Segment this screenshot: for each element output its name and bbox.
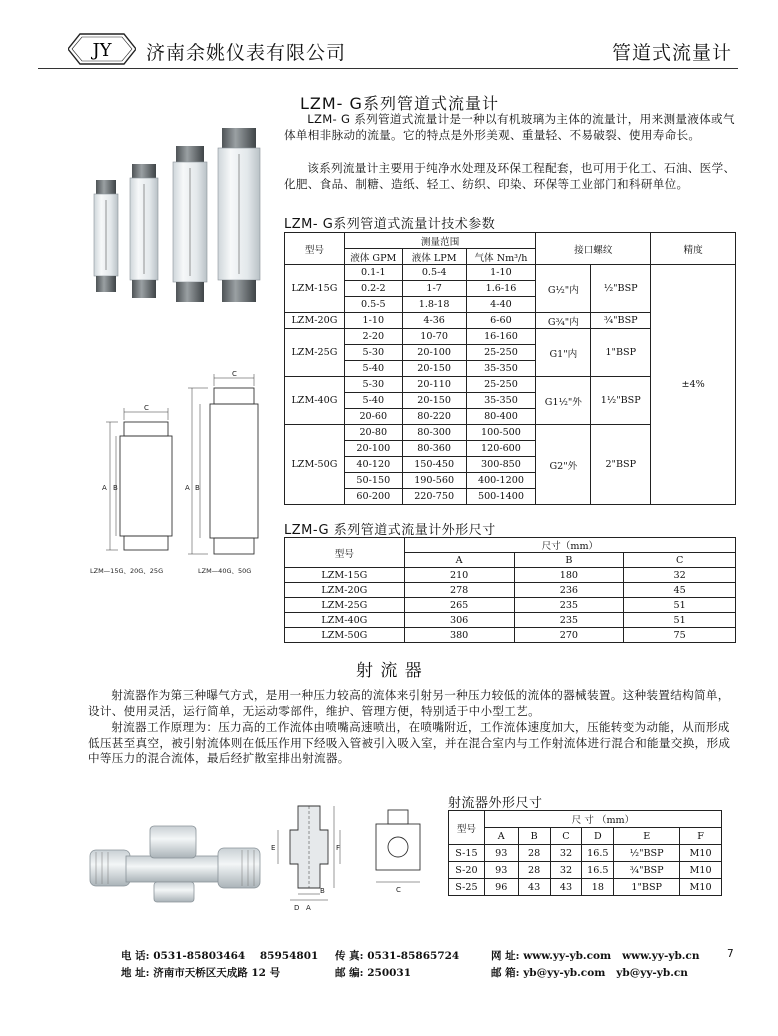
thread-cell: G2"外 [536,425,591,505]
dim-cell: LZM-15G [285,568,405,583]
col-f: F [680,828,722,845]
range-cell: 1-10 [466,265,536,281]
diagram-label-a-right: A [185,484,190,492]
range-cell: 1-10 [344,313,402,329]
range-cell: 80-400 [466,409,536,425]
ejector-dimension-table [448,810,722,896]
dim-cell: M10 [680,845,722,862]
dim-cell: LZM-40G [285,613,405,628]
range-cell: 1.8-18 [402,297,466,313]
range-cell: 25-250 [466,345,536,361]
range-cell: 220-750 [402,489,466,505]
thread-cell: G¾"内 [536,313,591,329]
bsp-cell: 2"BSP [591,425,651,505]
dim-cell: 16.5 [582,845,614,862]
col-thread: 接口螺纹 [536,233,651,265]
col-b: B [514,553,624,568]
ejector-table-title: 射流器外形尺寸 [448,796,543,811]
range-cell: 6-60 [466,313,536,329]
dim-cell: ¾"BSP [614,862,680,879]
range-cell: 1.6-16 [466,281,536,297]
diagram-caption-right: LZM—40G、50G [198,567,252,575]
range-cell: 150-450 [402,457,466,473]
footer-zip: 邮 编: 250031 [335,967,412,979]
tech-table-title: LZM- G系列管道式流量计技术参数 [284,217,496,232]
range-cell: 5-40 [344,361,402,377]
range-cell: 80-300 [402,425,466,441]
dim-cell: 235 [514,598,624,613]
col-size: 尺寸（mm） [404,538,735,553]
dim-cell: 32 [624,568,736,583]
ejector-photo [86,820,264,910]
dim-cell: 306 [404,613,514,628]
ejector-label-c: C [396,886,401,894]
range-cell: 5-40 [344,393,402,409]
dim-cell: LZM-25G [285,598,405,613]
dim-cell: 93 [484,845,518,862]
diagram-label-a-left: A [102,484,107,492]
bsp-cell: 1"BSP [591,329,651,377]
ejector-label-d: D [294,904,300,912]
range-cell: 5-30 [344,377,402,393]
table-row [285,628,736,643]
dim-cell: LZM-20G [285,583,405,598]
range-cell: 35-350 [466,361,536,377]
dim-cell: 32 [550,862,582,879]
col-b: B [518,828,550,845]
dim-cell: 270 [514,628,624,643]
range-cell: 1-7 [402,281,466,297]
flowmeter-dimension-diagram [88,366,284,586]
col-model: 型号 [285,233,345,265]
dim-cell: 278 [404,583,514,598]
dim-cell: 28 [518,845,550,862]
dim-cell: 43 [518,879,550,896]
thread-cell: G1"内 [536,329,591,377]
col-e: E [614,828,680,845]
tech-params-table [284,232,736,505]
ejector-label-e: E [271,844,276,852]
col-accuracy: 精度 [651,233,736,265]
table-row [285,613,736,628]
bsp-cell: ½"BSP [591,265,651,313]
range-cell: 60-200 [344,489,402,505]
range-cell: 40-120 [344,457,402,473]
dim-cell: 32 [550,845,582,862]
col-a: A [484,828,518,845]
diagram-caption-left: LZM—15G、20G、25G [90,567,164,575]
ejector-label-a: A [306,904,311,912]
dim-cell: 45 [624,583,736,598]
table-row [285,598,736,613]
bsp-cell: ¾"BSP [591,313,651,329]
diagram-label-c-right: C [232,370,237,378]
diagram-label-b-right: B [195,484,200,492]
range-cell: 500-1400 [466,489,536,505]
company-logo [68,32,136,66]
dim-cell: M10 [680,862,722,879]
col-c: C [624,553,736,568]
flowmeter-photo [90,124,270,306]
footer-web: 网 址: www.yy-yb.com www.yy-yb.cn [491,950,700,962]
model-cell: LZM-25G [285,329,345,377]
model-cell: LZM-50G [285,425,345,505]
col-d: D [582,828,614,845]
ejector-label-b: B [320,887,325,895]
thread-cell: G½"内 [536,265,591,313]
range-cell: 20-60 [344,409,402,425]
page-number: 7 [727,948,734,960]
dim-cell: LZM-50G [285,628,405,643]
range-cell: 0.1-1 [344,265,402,281]
dim-cell: 210 [404,568,514,583]
col-liquid-gpm: 液体 GPM [344,249,402,265]
col-model: 型号 [285,538,405,568]
dim-cell: 380 [404,628,514,643]
dim-cell: 51 [624,598,736,613]
diagram-label-b-left: B [113,484,118,492]
email-link-1[interactable]: yb@yy-yb.com [523,967,606,979]
range-cell: 20-150 [402,393,466,409]
range-cell: 0.5-4 [402,265,466,281]
range-cell: 0.5-5 [344,297,402,313]
col-gas: 气体 Nm³/h [466,249,536,265]
web-link-2[interactable]: www.yy-yb.cn [622,950,700,962]
dim-cell: 18 [582,879,614,896]
dim-cell: M10 [680,879,722,896]
range-cell: 80-220 [402,409,466,425]
table-row [449,845,722,862]
flowmeter-title: LZM- G系列管道式流量计 [300,94,499,113]
range-cell: 300-850 [466,457,536,473]
dim-cell: ½"BSP [614,845,680,862]
web-link-1[interactable]: www.yy-yb.com [523,950,612,962]
col-size: 尺 寸 （mm） [484,811,721,828]
dim-cell: S-20 [449,862,485,879]
range-cell: 4-40 [466,297,536,313]
range-cell: 20-110 [402,377,466,393]
table-row [285,583,736,598]
model-cell: LZM-15G [285,265,345,313]
range-cell: 20-100 [344,441,402,457]
table-row [449,879,722,896]
dim-cell: S-25 [449,879,485,896]
table-row [285,265,736,281]
email-link-2[interactable]: yb@yy-yb.cn [616,967,688,979]
flowmeter-applications: 该系列流量计主要用于纯净水处理及环保工程配套，也可用于化工、石油、医学、化肥、食品、制糖、造纸、轻工、纺织、印染、环保等工业部门和科研单位。 [284,161,736,191]
dim-cell: 28 [518,862,550,879]
logo-text: JY [92,40,112,61]
dim-cell: 180 [514,568,624,583]
model-cell: LZM-40G [285,377,345,425]
footer-fax: 传 真: 0531-85865724 [335,950,460,962]
thread-cell: G1½"外 [536,377,591,425]
range-cell: 25-250 [466,377,536,393]
footer-email: 邮 箱: yb@yy-yb.com yb@yy-yb.cn [491,967,688,979]
dim-cell: 51 [624,613,736,628]
dim-cell: 235 [514,613,624,628]
range-cell: 120-600 [466,441,536,457]
range-cell: 190-560 [402,473,466,489]
range-cell: 16-160 [466,329,536,345]
col-liquid-lpm: 液体 LPM [402,249,466,265]
flowmeter-dimension-table [284,537,736,643]
range-cell: 5-30 [344,345,402,361]
col-model: 型号 [449,811,485,845]
table-row [449,862,722,879]
footer-address: 地 址: 济南市天桥区天成路 12 号 [121,967,281,979]
dim-cell: 75 [624,628,736,643]
range-cell: 35-350 [466,393,536,409]
range-cell: 20-150 [402,361,466,377]
col-range: 测量范围 [344,233,536,249]
dim-cell: 16.5 [582,862,614,879]
ejector-dimension-diagram [268,790,436,920]
range-cell: 4-36 [402,313,466,329]
accuracy-cell: ±4% [651,265,736,505]
range-cell: 2-20 [344,329,402,345]
range-cell: 100-500 [466,425,536,441]
bsp-cell: 1½"BSP [591,377,651,425]
diagram-label-c-left: C [144,404,149,412]
range-cell: 20-100 [402,345,466,361]
col-c: C [550,828,582,845]
product-category: 管道式流量计 [611,42,732,64]
ejector-principle: 射流器工作原理为：压力高的工作流体由喷嘴高速喷出，在喷嘴附近，工作流体速度加大，压能转变为动能，从而形成低压甚至真空，被引射流体则在低压作用下经吸入管被引入吸入室，并在混合室内与工作射流体进行混合和能量交换，形成中等压力的混合流体，最后经扩散室排出射流器。 [88,720,731,765]
footer-tel: 电 话: 0531-85803464 85954801 [121,950,319,962]
ejector-intro: 射流器作为第三种曝气方式，是用一种压力较高的流体来引射另一种压力较低的流体的器械装置。这种装置结构简单，设计、使用灵活，运行简单，无运动零部件，维护、管理方便，特别适于中小型工艺。 [88,688,730,718]
model-cell: LZM-20G [285,313,345,329]
range-cell: 0.2-2 [344,281,402,297]
dim-cell: 96 [484,879,518,896]
range-cell: 400-1200 [466,473,536,489]
dim-table-title: LZM-G 系列管道式流量计外形尺寸 [284,523,496,538]
range-cell: 50-150 [344,473,402,489]
dim-cell: 93 [484,862,518,879]
dim-cell: 1"BSP [614,879,680,896]
ejector-title: 射 流 器 [356,661,423,681]
table-row [285,568,736,583]
dim-cell: 43 [550,879,582,896]
dim-cell: S-15 [449,845,485,862]
company-name: 济南余姚仪表有限公司 [146,42,347,64]
range-cell: 80-360 [402,441,466,457]
col-a: A [404,553,514,568]
range-cell: 20-80 [344,425,402,441]
dim-cell: 236 [514,583,624,598]
header-divider [38,68,738,69]
dim-cell: 265 [404,598,514,613]
flowmeter-intro: LZM- G 系列管道式流量计是一种以有机玻璃为主体的流量计，用来测量液体或气体单相非脉动的流量。它的特点是外形美观、重量轻、不易破裂、使用寿命长。 [284,112,735,142]
range-cell: 10-70 [402,329,466,345]
ejector-label-f: F [336,844,341,852]
